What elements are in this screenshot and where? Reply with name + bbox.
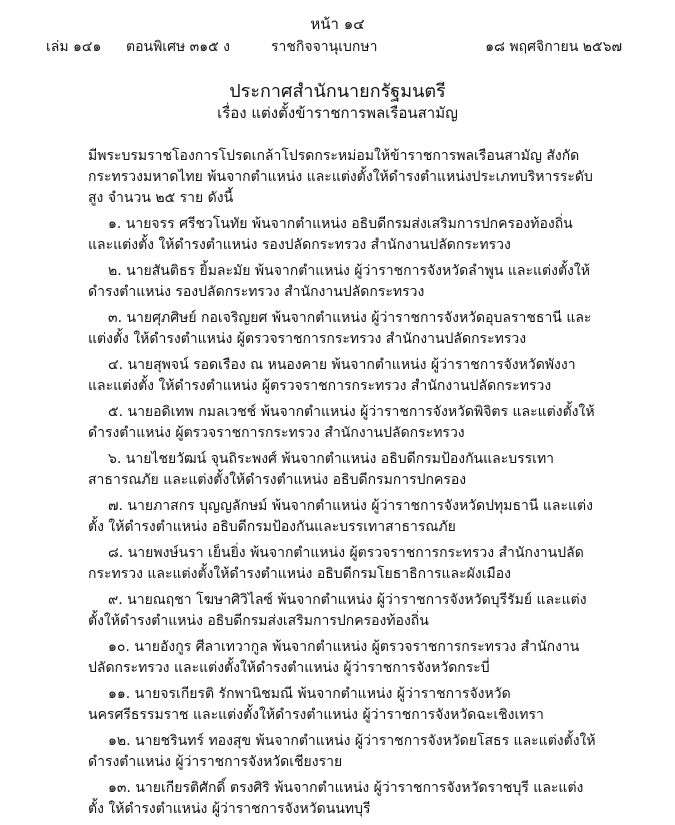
intro-paragraph: มีพระบรมราชโองการโปรดเกล้าโปรดกระหม่อมให้ข้าราชการพลเรือนสามัญ สังกัดกระทรวงมหาดไทย พ้นจากตำแหน่ง และแต่งตั้งให้ดำรงตำแหน่งประเภทบริหารระดับสูง จำนวน ๒๕ ราย ดังนี้ bbox=[88, 148, 593, 206]
page-number: หน้า ๑๔ bbox=[310, 15, 365, 33]
publication-date: ๑๘ พฤศจิกายน ๒๕๖๗ bbox=[485, 39, 622, 55]
appointment-item: ๑๓. นายเกียรติศักดิ์ ตรงศิริ พ้นจากตำแหน่ง ผู้ว่าราชการจังหวัดราชบุรี และแต่งตั้ง ให้ดำรงตำแหน่ง ผู้ว่าราชการจังหวัดนนทบุรี bbox=[88, 780, 584, 817]
appointment-item: ๑. นายจรร ศรีชวโนทัย พ้นจากตำแหน่ง อธิบดีกรมส่งเสริมการปกครองท้องถิ่น และแต่งตั้ง ให้ดำรงตำแหน่ง รองปลัดกระทรวง สำนักงานปลัดกระทรวง bbox=[88, 216, 573, 253]
announcement-body bbox=[88, 146, 598, 825]
appointment-item: ๕. นายอดิเทพ กมลเวชช์ พ้นจากตำแหน่ง ผู้ว่าราชการจังหวัดพิจิตร และแต่งตั้งให้ดำรงตำแหน่ง ผู้ตรวจราชการกระทรวง สำนักงานปลัดกระทรวง bbox=[88, 404, 595, 441]
appointment-item: ๘. นายพงษ์นรา เย็นยิ่ง พ้นจากตำแหน่ง ผู้ตรวจราชการกระทรวง สำนักงานปลัดกระทรวง และแต่งตั้งให้ดำรงตำแหน่ง อธิบดีกรมโยธาธิการและผังเมือง bbox=[88, 545, 584, 582]
announcement-subject: เรื่อง แต่งตั้งข้าราชการพลเรือนสามัญ bbox=[217, 104, 458, 122]
appointment-item: ๑๐. นายอังกูร ศีลาเทวากูล พ้นจากตำแหน่ง ผู้ตรวจราชการกระทรวง สำนักงานปลัดกระทรวง และแต่งตั้งให้ดำรงตำแหน่ง ผู้ว่าราชการจังหวัดกระบี่ bbox=[88, 639, 580, 676]
issue-number: ตอนพิเศษ ๓๑๕ ง bbox=[126, 39, 230, 55]
appointment-item: ๑๑. นายจรเกียรติ รักพานิชมณี พ้นจากตำแหน่ง ผู้ว่าราชการจังหวัดนครศรีธรรมราช และแต่งตั้งให้ดำรงตำแหน่ง ผู้ว่าราชการจังหวัดฉะเชิงเทรา bbox=[88, 686, 544, 723]
appointment-item: ๑๒. นายชรินทร์ ทองสุข พ้นจากตำแหน่ง ผู้ว่าราชการจังหวัดยโสธร และแต่งตั้งให้ดำรงตำแหน่ง ผู้ว่าราชการจังหวัดเชียงราย bbox=[88, 733, 596, 770]
gazette-header bbox=[46, 36, 622, 58]
appointment-item: ๖. นายไชยวัฒน์ จุนถิระพงศ์ พ้นจากตำแหน่ง อธิบดีกรมป้องกันและบรรเทาสาธารณภัย และแต่งตั้งให้ดำรงตำแหน่ง อธิบดีกรมการปกครอง bbox=[88, 451, 555, 488]
announcement-title: ประกาศสำนักนายกรัฐมนตรี bbox=[229, 81, 446, 102]
volume-number: เล่ม ๑๔๑ bbox=[46, 39, 102, 55]
appointment-item: ๓. นายศุภศิษย์ กอเจริญยศ พ้นจากตำแหน่ง ผู้ว่าราชการจังหวัดอุบลราชธานี และแต่งตั้ง ให้ดำรงตำแหน่ง ผู้ตรวจราชการกระทรวง สำนักงานปลัดกระทรวง bbox=[88, 310, 592, 347]
appointment-item: ๔. นายสุพจน์ รอดเรือง ณ หนองคาย พ้นจากตำแหน่ง ผู้ว่าราชการจังหวัดพังงา และแต่งตั้ง ให้ดำรงตำแหน่ง ผู้ตรวจราชการกระทรวง สำนักงานปลัดกระทรวง bbox=[88, 357, 576, 394]
appointment-item: ๙. นายณฤชา โฆษาศิวิไลซ์ พ้นจากตำแหน่ง ผู้ว่าราชการจังหวัดบุรีรัมย์ และแต่งตั้งให้ดำรงตำแหน่ง อธิบดีกรมส่งเสริมการปกครองท้องถิ่น bbox=[88, 592, 587, 629]
appointment-item: ๒. นายสันติธร ยิ้มละมัย พ้นจากตำแหน่ง ผู้ว่าราชการจังหวัดลำพูน และแต่งตั้งให้ดำรงตำแหน่ง รองปลัดกระทรวง สำนักงานปลัดกระทรวง bbox=[88, 263, 590, 300]
appointment-item: ๗. นายภาสกร บุญญลักษม์ พ้นจากตำแหน่ง ผู้ว่าราชการจังหวัดปทุมธานี และแต่งตั้ง ให้ดำรงตำแหน่ง อธิบดีกรมป้องกันและบรรเทาสาธารณภัย bbox=[88, 498, 593, 535]
gazette-name: ราชกิจจานุเบกษา bbox=[271, 39, 378, 55]
